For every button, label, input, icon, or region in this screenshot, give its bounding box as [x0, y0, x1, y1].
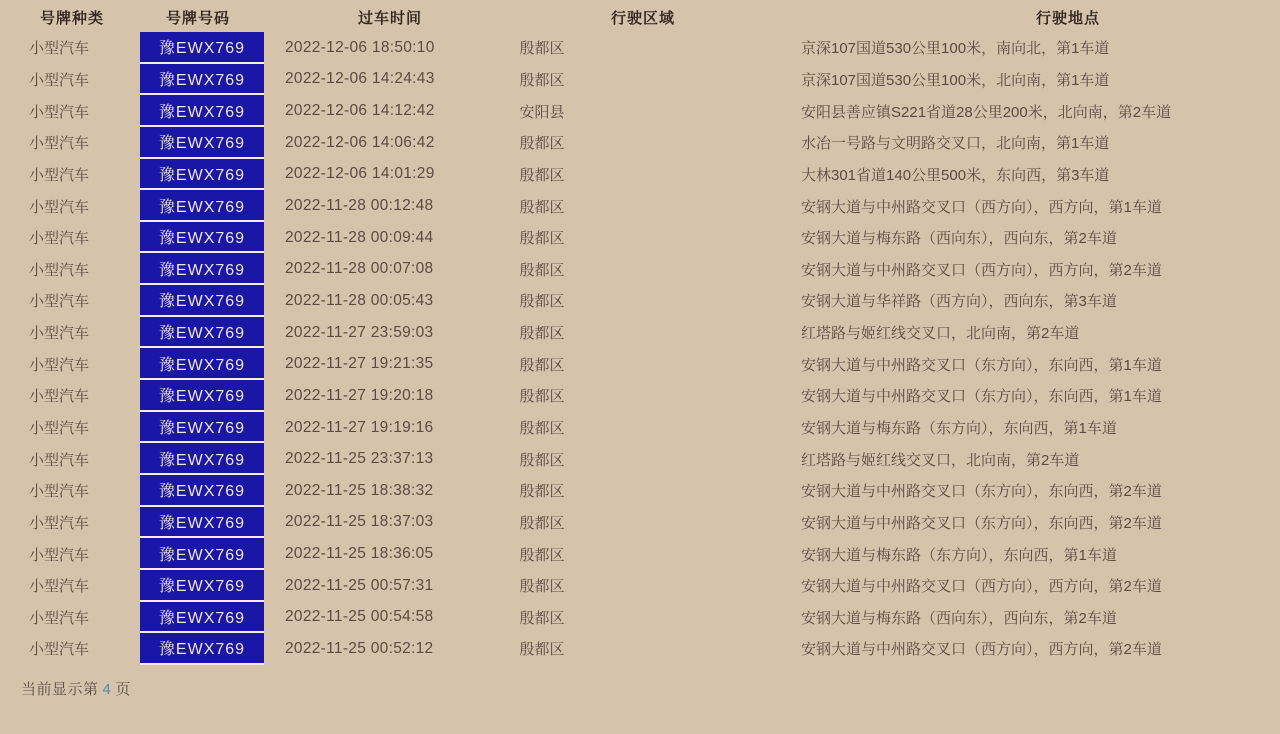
plate-number-cell: [140, 538, 264, 570]
plate-type-cell: 小型汽车: [28, 71, 89, 89]
license-plate-badge[interactable]: 豫EWX769: [140, 190, 264, 220]
plate-number-cell: [140, 317, 264, 349]
table-row: [0, 443, 1280, 475]
table-row: [0, 317, 1280, 349]
table-row: [0, 412, 1280, 444]
pass-time-cell: 2022-11-28 00:12:48: [285, 197, 434, 215]
region-cell: 殷都区: [519, 293, 565, 311]
location-cell: 安钢大道与中州路交叉口（西方向），西方向，第2车道: [801, 641, 1162, 659]
region-cell: 殷都区: [519, 230, 565, 248]
region-cell: 安阳县: [519, 103, 565, 121]
plate-type-cell: 小型汽车: [28, 578, 89, 596]
header-plate-number: 号牌号码: [165, 10, 231, 27]
table-row: [0, 285, 1280, 317]
location-cell: 安钢大道与华祥路（西方向），西向东，第3车道: [801, 293, 1117, 311]
region-cell: 殷都区: [519, 641, 565, 659]
plate-type-cell: 小型汽车: [28, 388, 89, 406]
location-cell: 京深107国道530公里100米，南向北，第1车道: [801, 40, 1110, 58]
region-cell: 殷都区: [519, 609, 565, 627]
plate-number-cell: [140, 570, 264, 602]
location-cell: 安钢大道与梅东路（西向东），西向东，第2车道: [801, 230, 1117, 248]
license-plate-badge[interactable]: 豫EWX769: [140, 285, 264, 315]
location-cell: 安钢大道与中州路交叉口（西方向），西方向，第2车道: [801, 261, 1162, 279]
pass-time-cell: 2022-11-28 00:07:08: [285, 260, 434, 278]
plate-number-cell: [140, 348, 264, 380]
license-plate-badge[interactable]: 豫EWX769: [140, 32, 264, 62]
plate-number-cell: [140, 222, 264, 254]
region-cell: 殷都区: [519, 420, 565, 437]
plate-type-cell: 小型汽车: [28, 40, 89, 58]
plate-number-cell: [140, 633, 264, 665]
location-cell: 安钢大道与梅东路（东方向），东向西，第1车道: [801, 420, 1117, 437]
plate-type-cell: 小型汽车: [28, 103, 89, 121]
license-plate-badge[interactable]: 豫EWX769: [140, 253, 264, 283]
pass-time-cell: 2022-12-06 14:12:42: [285, 102, 435, 120]
plate-type-cell: 小型汽车: [28, 135, 89, 153]
pass-time-cell: 2022-11-28 00:05:43: [285, 291, 434, 309]
license-plate-badge[interactable]: 豫EWX769: [140, 95, 264, 125]
plate-number-cell: [140, 380, 264, 412]
table-row: [0, 633, 1280, 665]
current-page-number[interactable]: 4: [102, 681, 112, 698]
plate-type-cell: 小型汽车: [28, 325, 89, 343]
table-row: [0, 380, 1280, 412]
plate-type-cell: 小型汽车: [28, 483, 89, 501]
pass-time-cell: 2022-11-27 19:19:16: [285, 418, 434, 436]
region-cell: 殷都区: [519, 578, 565, 596]
location-cell: 安钢大道与中州路交叉口（东方向），东向西，第2车道: [801, 514, 1162, 532]
license-plate-badge[interactable]: 豫EWX769: [140, 570, 264, 600]
license-plate-badge[interactable]: 豫EWX769: [140, 348, 264, 378]
pass-time-cell: 2022-12-06 14:01:29: [285, 165, 435, 183]
table-body: [0, 32, 1280, 665]
pagination-suffix: 页: [115, 681, 131, 698]
plate-type-cell: 小型汽车: [28, 261, 89, 279]
table-header-row: [0, 0, 1280, 31]
license-plate-badge[interactable]: 豫EWX769: [140, 602, 264, 632]
license-plate-badge[interactable]: 豫EWX769: [140, 317, 264, 347]
plate-number-cell: [140, 443, 264, 475]
plate-type-cell: 小型汽车: [28, 609, 89, 627]
plate-number-cell: [140, 127, 264, 159]
plate-number-cell: [140, 602, 264, 634]
pass-time-cell: 2022-11-25 18:36:05: [285, 545, 434, 563]
plate-type-cell: 小型汽车: [28, 420, 89, 437]
table-row: [0, 538, 1280, 570]
plate-number-cell: [140, 253, 264, 285]
pass-time-cell: 2022-11-25 18:38:32: [285, 481, 434, 499]
location-cell: 安钢大道与中州路交叉口（东方向），东向西，第1车道: [801, 388, 1162, 406]
location-cell: 安钢大道与中州路交叉口（东方向），东向西，第1车道: [801, 356, 1162, 374]
pass-time-cell: 2022-11-25 18:37:03: [285, 513, 434, 531]
plate-type-cell: 小型汽车: [28, 198, 89, 216]
region-cell: 殷都区: [519, 451, 565, 469]
location-cell: 安钢大道与中州路交叉口（东方向），东向西，第2车道: [801, 483, 1162, 501]
table-row: [0, 64, 1280, 96]
pass-time-cell: 2022-11-27 23:59:03: [285, 323, 434, 341]
pass-time-cell: 2022-11-28 00:09:44: [285, 228, 434, 246]
region-cell: 殷都区: [519, 198, 565, 216]
pass-time-cell: 2022-12-06 14:06:42: [285, 133, 435, 151]
license-plate-badge[interactable]: 豫EWX769: [140, 412, 264, 442]
location-cell: 安钢大道与梅东路（东方向），东向西，第1车道: [801, 546, 1117, 564]
table-row: [0, 159, 1280, 191]
region-cell: 殷都区: [519, 483, 565, 501]
plate-number-cell: [140, 32, 264, 64]
table-row: [0, 190, 1280, 222]
region-cell: 殷都区: [519, 166, 565, 184]
pagination-status: [21, 678, 131, 699]
header-drive-location: 行驶地点: [1035, 10, 1101, 27]
region-cell: 殷都区: [519, 546, 565, 564]
plate-type-cell: 小型汽车: [28, 356, 89, 374]
location-cell: 大林301省道140公里500米，东向西，第3车道: [801, 166, 1110, 184]
pass-time-cell: 2022-11-27 19:20:18: [285, 386, 434, 404]
pass-time-cell: 2022-11-25 00:54:58: [285, 608, 434, 626]
license-plate-badge[interactable]: 豫EWX769: [140, 380, 264, 410]
location-cell: 京深107国道530公里100米，北向南，第1车道: [801, 71, 1110, 89]
plate-type-cell: 小型汽车: [28, 514, 89, 532]
location-cell: 红塔路与姬红线交叉口，北向南，第2车道: [801, 325, 1080, 343]
plate-number-cell: [140, 507, 264, 539]
plate-number-cell: [140, 412, 264, 444]
table-row: [0, 475, 1280, 507]
plate-number-cell: [140, 64, 264, 96]
license-plate-badge[interactable]: 豫EWX769: [140, 64, 264, 94]
license-plate-badge[interactable]: 豫EWX769: [140, 127, 264, 157]
license-plate-badge[interactable]: 豫EWX769: [140, 475, 264, 505]
table-row: [0, 602, 1280, 634]
table-row: [0, 95, 1280, 127]
table-row: [0, 253, 1280, 285]
license-plate-badge[interactable]: 豫EWX769: [140, 538, 264, 568]
plate-number-cell: [140, 285, 264, 317]
region-cell: 殷都区: [519, 261, 565, 279]
license-plate-badge[interactable]: 豫EWX769: [140, 159, 264, 189]
region-cell: 殷都区: [519, 40, 565, 58]
license-plate-badge[interactable]: 豫EWX769: [140, 443, 264, 473]
table-row: [0, 127, 1280, 159]
plate-type-cell: 小型汽车: [28, 230, 89, 248]
pass-time-cell: 2022-11-27 19:21:35: [285, 355, 434, 373]
location-cell: 安钢大道与梅东路（西向东），西向东，第2车道: [801, 609, 1117, 627]
location-cell: 红塔路与姬红线交叉口，北向南，第2车道: [801, 451, 1080, 469]
table-row: [0, 32, 1280, 64]
pass-time-cell: 2022-11-25 00:52:12: [285, 639, 434, 657]
license-plate-badge[interactable]: 豫EWX769: [140, 633, 264, 663]
license-plate-badge[interactable]: 豫EWX769: [140, 222, 264, 252]
pagination-prefix: 当前显示第: [21, 681, 99, 698]
plate-number-cell: [140, 190, 264, 222]
region-cell: 殷都区: [519, 135, 565, 153]
pass-time-cell: 2022-11-25 00:57:31: [285, 576, 434, 594]
location-cell: 安钢大道与中州路交叉口（西方向），西方向，第2车道: [801, 578, 1162, 596]
pass-time-cell: 2022-12-06 18:50:10: [285, 38, 435, 56]
region-cell: 殷都区: [519, 388, 565, 406]
license-plate-badge[interactable]: 豫EWX769: [140, 507, 264, 537]
location-cell: 水冶一号路与文明路交叉口，北向南，第1车道: [801, 135, 1110, 153]
region-cell: 殷都区: [519, 514, 565, 532]
region-cell: 殷都区: [519, 71, 565, 89]
location-cell: 安钢大道与中州路交叉口（西方向），西方向，第1车道: [801, 198, 1162, 216]
header-pass-time: 过车时间: [357, 10, 423, 27]
plate-number-cell: [140, 95, 264, 127]
table-row: [0, 222, 1280, 254]
header-plate-type: 号牌种类: [39, 10, 105, 27]
region-cell: 殷都区: [519, 356, 565, 374]
location-cell: 安阳县善应镇S221省道28公里200米，北向南，第2车道: [801, 103, 1172, 121]
plate-number-cell: [140, 159, 264, 191]
table-row: [0, 570, 1280, 602]
plate-type-cell: 小型汽车: [28, 451, 89, 469]
pass-time-cell: 2022-11-25 23:37:13: [285, 450, 434, 468]
table-row: [0, 507, 1280, 539]
plate-number-cell: [140, 475, 264, 507]
header-drive-region: 行驶区域: [610, 10, 676, 27]
plate-type-cell: 小型汽车: [28, 546, 89, 564]
plate-type-cell: 小型汽车: [28, 641, 89, 659]
region-cell: 殷都区: [519, 325, 565, 343]
pass-time-cell: 2022-12-06 14:24:43: [285, 70, 435, 88]
plate-type-cell: 小型汽车: [28, 293, 89, 311]
table-row: [0, 348, 1280, 380]
plate-type-cell: 小型汽车: [28, 166, 89, 184]
